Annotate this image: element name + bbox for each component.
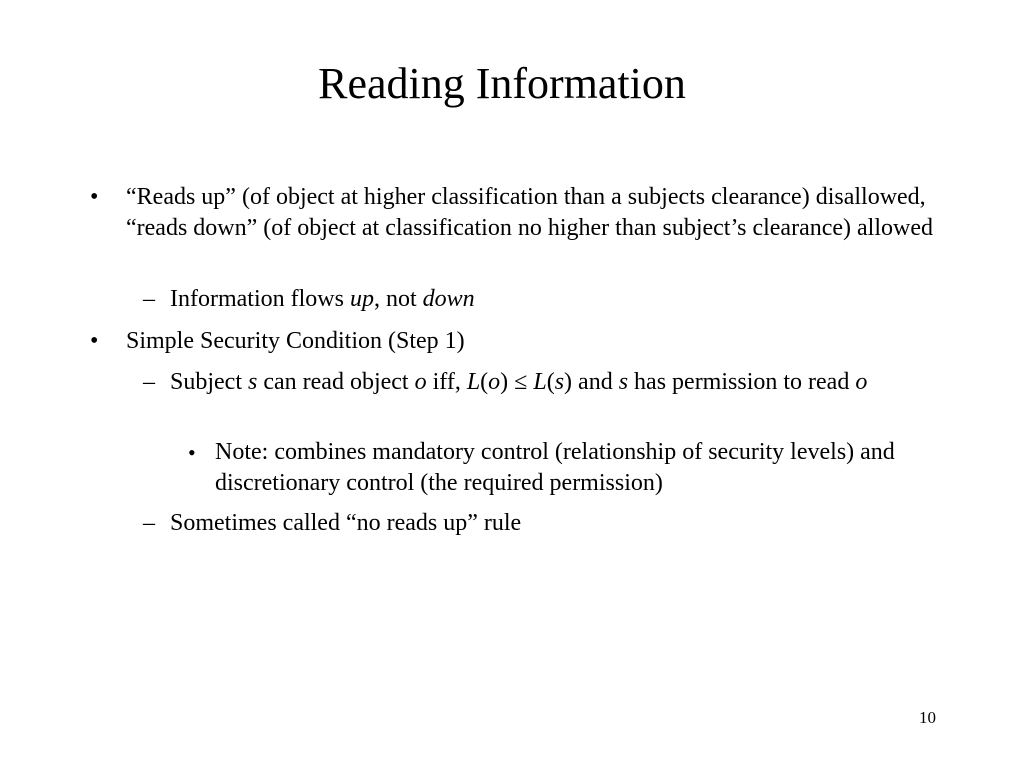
dash-marker: – xyxy=(143,510,155,536)
bullet-marker: • xyxy=(188,440,196,465)
sub-bullet-text: Information flows up, not down xyxy=(170,286,475,312)
bullet-marker: • xyxy=(90,328,99,354)
bullet-marker: • xyxy=(90,184,99,210)
sub-bullet-information-flows xyxy=(143,284,930,315)
sub-bullet-subject-can-read xyxy=(143,367,940,398)
slide-title: Reading Information xyxy=(318,59,686,108)
dash-marker: – xyxy=(143,369,155,395)
note-text: Note: combines mandatory control (relationship of security levels) and discretionary control (the required permission) xyxy=(215,439,895,496)
sub-bullet-text: Subject s can read object o iff, L(o) ≤ L(s) and s has permission to read o xyxy=(170,369,868,395)
sub-bullet-no-reads-up xyxy=(143,508,930,539)
bullet-simple-security-condition xyxy=(90,326,956,357)
bullet-reads-up-down xyxy=(90,182,956,244)
bullet-text: Simple Security Condition (Step 1) xyxy=(126,328,465,354)
page-number: 10 xyxy=(919,708,936,727)
sub-sub-bullet-note xyxy=(188,437,905,499)
sub-bullet-text: Sometimes called “no reads up” rule xyxy=(170,510,522,536)
bullet-text: “Reads up” (of object at higher classification than a subjects clearance) disallowed, “reads down” (of object at classification no higher than subject’s clearance) allowed xyxy=(126,184,933,241)
dash-marker: – xyxy=(143,286,155,312)
